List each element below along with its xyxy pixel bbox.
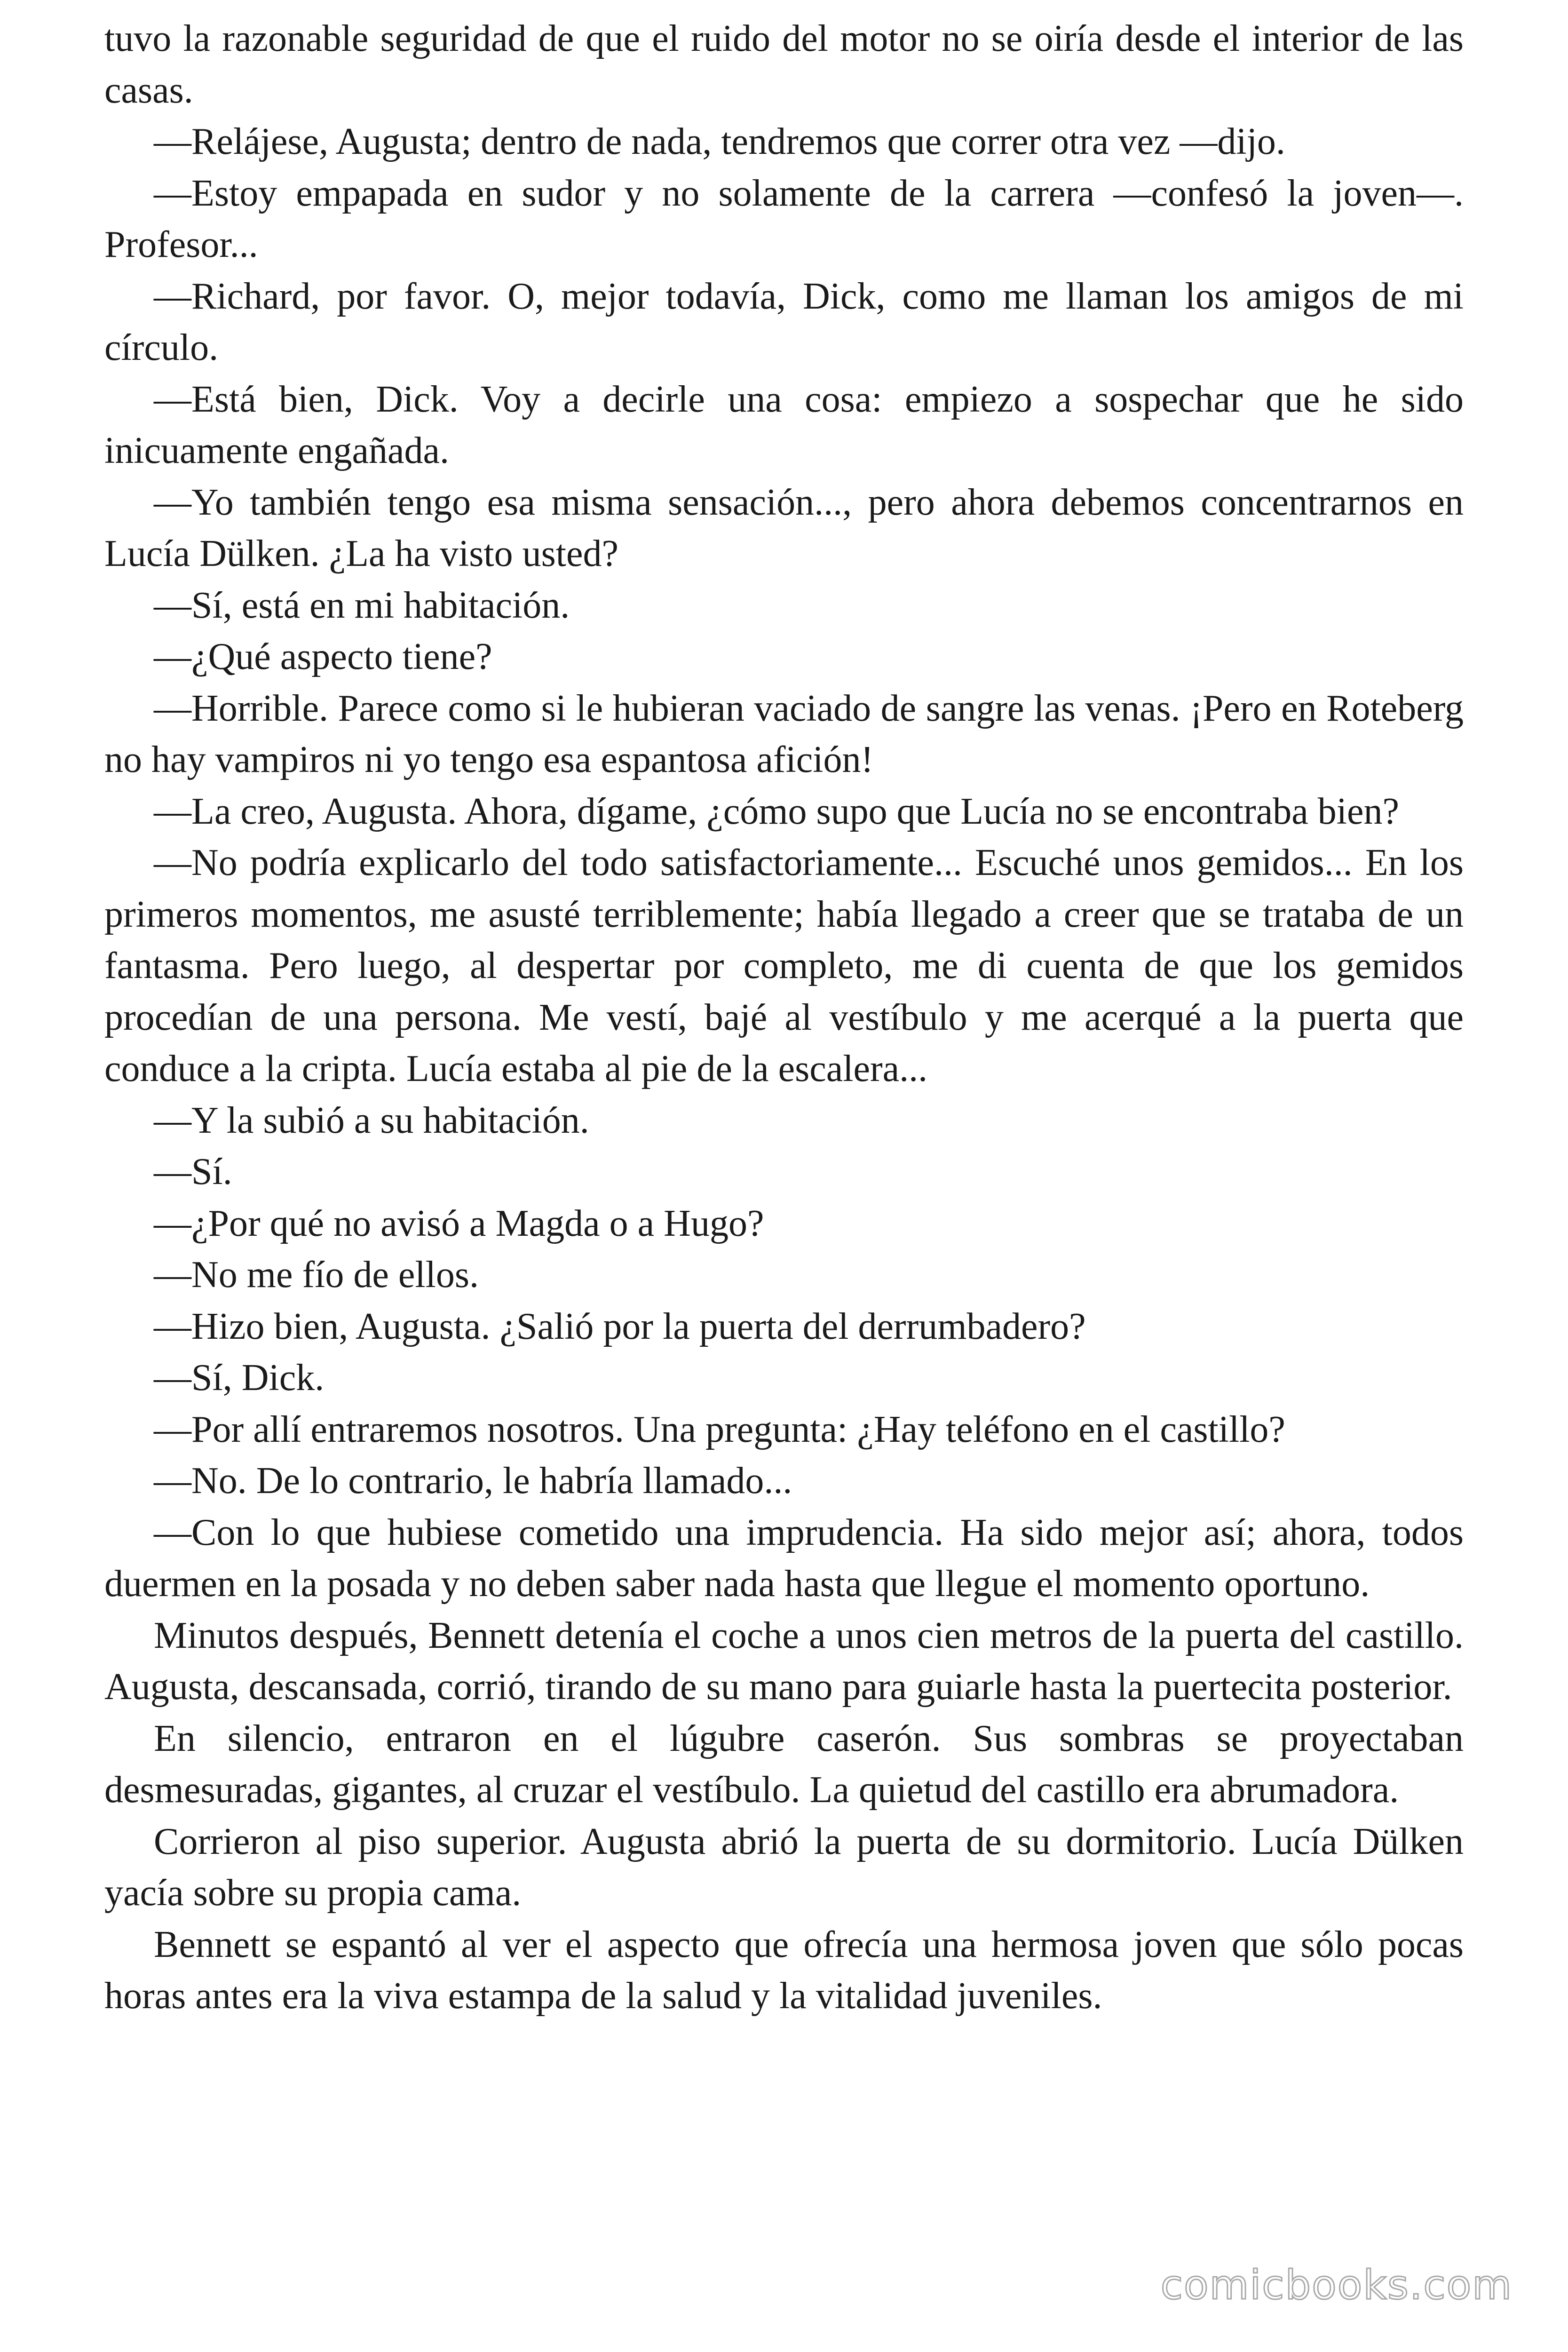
paragraph-4: —Richard, por favor. O, mejor todavía, Dick, como me llaman los amigos de mi círculo. — [104, 275, 1464, 368]
paragraph-12: —Y la subió a su habitación. — [154, 1099, 589, 1141]
paragraph-9: —Horrible. Parece como si le hubieran vaciado de sangre las venas. ¡Pero en Roteberg no hay vampiros ni yo tengo esa espantosa afición! — [104, 687, 1464, 780]
paragraph-1: tuvo la razonable seguridad de que el ruido del motor no se oiría desde el interior de las casas. — [104, 18, 1464, 111]
paragraph-6: —Yo también tengo esa misma sensación..., pero ahora debemos concentrarnos en Lucía Dülken. ¿La ha visto usted? — [104, 481, 1464, 574]
paragraph-7: —Sí, está en mi habitación. — [154, 584, 570, 626]
paragraph-13: —Sí. — [154, 1151, 232, 1192]
body-text — [104, 13, 1464, 2022]
paragraph-3: —Estoy empapada en sudor y no solamente de la carrera —confesó la joven—. Profesor... — [104, 172, 1464, 265]
paragraph-17: —Sí, Dick. — [154, 1357, 325, 1398]
paragraph-24: Bennett se espantó al ver el aspecto que ofrecía una hermosa joven que sólo pocas horas antes era la viva estampa de la salud y la vitalidad juveniles. — [104, 1923, 1464, 2017]
paragraph-15: —No me fío de ellos. — [154, 1254, 479, 1295]
paragraph-23: Corrieron al piso superior. Augusta abrió la puerta de su dormitorio. Lucía Dülken yacía sobre su propia cama. — [104, 1820, 1464, 1914]
paragraph-20: —Con lo que hubiese cometido una imprudencia. Ha sido mejor así; ahora, todos duermen en la posada y no deben saber nada hasta que llegue el momento oportuno. — [104, 1511, 1464, 1605]
paragraph-21: Minutos después, Bennett detenía el coche a unos cien metros de la puerta del castillo. Augusta, descansada, corrió, tirando de su mano para guiarle hasta la puertecita posterior. — [104, 1614, 1464, 1708]
paragraph-8: —¿Qué aspecto tiene? — [154, 636, 492, 677]
paragraph-22: En silencio, entraron en el lúgubre caserón. Sus sombras se proyectaban desmesuradas, gigantes, al cruzar el vestíbulo. La quietud del castillo era abrumadora. — [104, 1717, 1464, 1811]
paragraph-16: —Hizo bien, Augusta. ¿Salió por la puerta del derrumbadero? — [154, 1305, 1086, 1347]
paragraph-14: —¿Por qué no avisó a Magda o a Hugo? — [154, 1202, 764, 1244]
paragraph-5: —Está bien, Dick. Voy a decirle una cosa: empiezo a sospechar que he sido inicuamente engañada. — [104, 378, 1464, 471]
paragraph-10: —La creo, Augusta. Ahora, dígame, ¿cómo supo que Lucía no se encontraba bien? — [154, 790, 1400, 832]
paragraph-18: —Por allí entraremos nosotros. Una pregunta: ¿Hay teléfono en el castillo? — [154, 1408, 1285, 1450]
paragraph-2: —Relájese, Augusta; dentro de nada, tendremos que correr otra vez —dijo. — [154, 121, 1285, 162]
watermark: comicbooks.com — [1160, 2262, 1513, 2309]
paragraph-11: —No podría explicarlo del todo satisfactoriamente... Escuché unos gemidos... En los primeros momentos, me asusté terriblemente; había llegado a creer que se trataba de un fantasma. Pero luego, al despertar por completo, me di cuenta de que los gemidos procedían de una persona. Me vestí, bajé al vestíbulo y me acerqué a la puerta que conduce a la cripta. Lucía estaba al pie de la escalera... — [104, 842, 1464, 1089]
paragraph-19: —No. De lo contrario, le habría llamado... — [154, 1460, 792, 1502]
